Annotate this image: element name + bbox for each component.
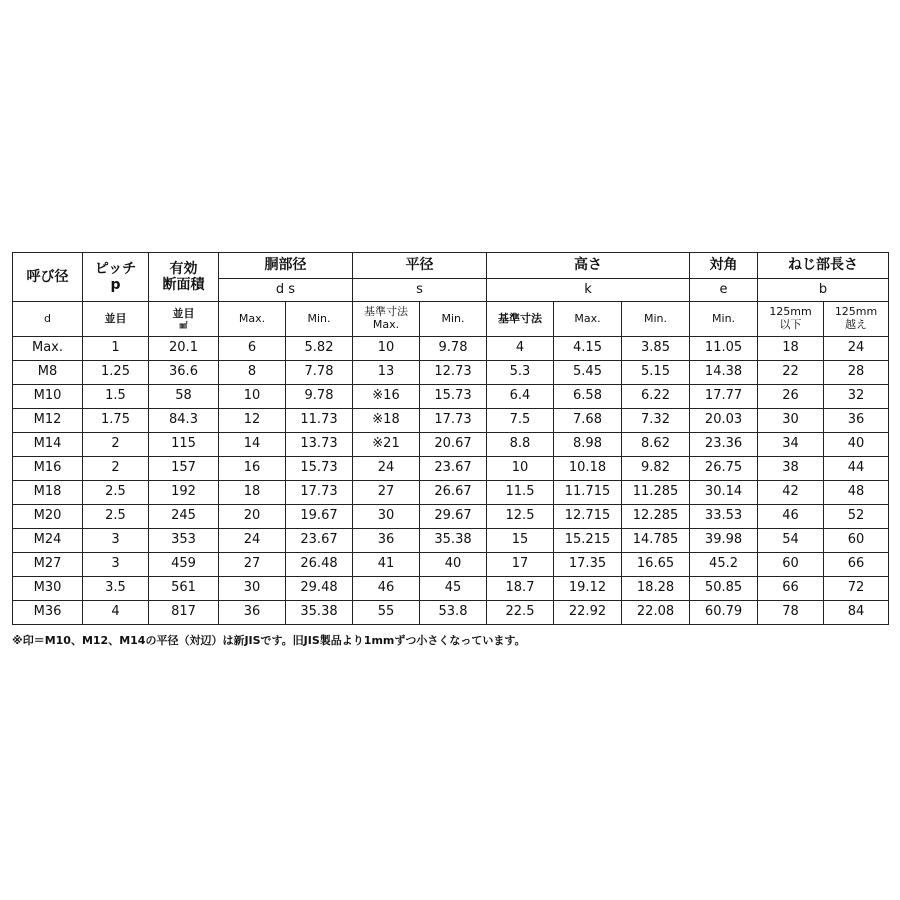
table-cell: 22.5 (487, 601, 554, 625)
table-cell: 115 (149, 433, 219, 457)
table-cell: 7.68 (554, 409, 622, 433)
table-cell: 24 (824, 337, 889, 361)
table-cell: M10 (13, 385, 83, 409)
table-cell: 1 (83, 337, 149, 361)
table-cell: 26.67 (420, 481, 487, 505)
table-cell: M14 (13, 433, 83, 457)
table-cell: 10.18 (554, 457, 622, 481)
table-cell: 561 (149, 577, 219, 601)
table-cell: 14 (219, 433, 286, 457)
table-cell: M24 (13, 529, 83, 553)
table-cell: 5.82 (286, 337, 353, 361)
table-cell: 20.1 (149, 337, 219, 361)
table-row (13, 361, 889, 385)
table-cell: 9.78 (420, 337, 487, 361)
header-thread-length-symbol: b (758, 279, 889, 302)
table-cell: 9.82 (622, 457, 690, 481)
table-cell: 1.5 (83, 385, 149, 409)
table-cell: 22.08 (622, 601, 690, 625)
table-cell: 78 (758, 601, 824, 625)
table-cell: 18.28 (622, 577, 690, 601)
table-row (13, 409, 889, 433)
header-row-3 (13, 302, 889, 337)
table-cell: 36.6 (149, 361, 219, 385)
table-cell: 36 (353, 529, 420, 553)
table-cell: 28 (824, 361, 889, 385)
table-cell: 46 (353, 577, 420, 601)
table-cell: 157 (149, 457, 219, 481)
table-cell: 2 (83, 433, 149, 457)
table-cell: 30 (353, 505, 420, 529)
table-cell: 72 (824, 577, 889, 601)
header-shank-min: Min. (286, 302, 353, 337)
table-cell: 34 (758, 433, 824, 457)
header-row-1 (13, 253, 889, 279)
table-cell: 1.25 (83, 361, 149, 385)
table-cell: 4 (83, 601, 149, 625)
table-cell: 10 (353, 337, 420, 361)
table-cell: 12 (219, 409, 286, 433)
table-cell: 11.05 (690, 337, 758, 361)
table-cell: 14.785 (622, 529, 690, 553)
table-cell: 12.715 (554, 505, 622, 529)
table-cell: 44 (824, 457, 889, 481)
header-thread-gt-125 (824, 302, 889, 337)
table-cell: 15.215 (554, 529, 622, 553)
header-flat-base-max (353, 302, 420, 337)
table-cell: 58 (149, 385, 219, 409)
table-cell: 41 (353, 553, 420, 577)
header-pitch-label: ピッチ (94, 260, 137, 277)
table-cell: 27 (219, 553, 286, 577)
table-cell: 6.58 (554, 385, 622, 409)
table-row (13, 481, 889, 505)
table-cell: 35.38 (286, 601, 353, 625)
table-cell: 7.32 (622, 409, 690, 433)
table-cell: 8 (219, 361, 286, 385)
header-thread-le-125 (758, 302, 824, 337)
header-pitch-coarse: 並目 (83, 302, 149, 337)
table-cell: 13.73 (286, 433, 353, 457)
table-cell: 6.22 (622, 385, 690, 409)
header-height: 高さ (487, 253, 690, 279)
header-thread-gt-125-value: 125mm (834, 305, 878, 319)
table-row (13, 337, 889, 361)
table-cell: 38 (758, 457, 824, 481)
table-cell: 32 (824, 385, 889, 409)
table-cell: 18.7 (487, 577, 554, 601)
table-cell: 6.4 (487, 385, 554, 409)
header-flat-base-label: 基準寸法 (364, 305, 408, 319)
table-cell: 2.5 (83, 481, 149, 505)
table-cell: 5.15 (622, 361, 690, 385)
table-cell: M30 (13, 577, 83, 601)
table-cell: 17.73 (420, 409, 487, 433)
table-cell: 48 (824, 481, 889, 505)
header-flat-dia: 平径 (353, 253, 487, 279)
table-cell: 18 (758, 337, 824, 361)
table-cell: 3 (83, 553, 149, 577)
header-shank-max: Max. (219, 302, 286, 337)
table-cell: 17.35 (554, 553, 622, 577)
table-cell: 15.73 (286, 457, 353, 481)
table-cell: 30.14 (690, 481, 758, 505)
table-cell: 13 (353, 361, 420, 385)
table-cell: M18 (13, 481, 83, 505)
footnote: ※印＝M10、M12、M14の平径（対辺）は新JISです。旧JIS製品より1mmずつ小さくなっています。 (12, 634, 526, 647)
table-row (13, 505, 889, 529)
table-cell: 30 (219, 577, 286, 601)
table-cell: 2 (83, 457, 149, 481)
table-cell: Max. (13, 337, 83, 361)
table-cell: 5.3 (487, 361, 554, 385)
table-cell: 19.67 (286, 505, 353, 529)
table-cell: 52 (824, 505, 889, 529)
table-cell: 11.715 (554, 481, 622, 505)
table-cell: 66 (758, 577, 824, 601)
table-row (13, 385, 889, 409)
table-cell: 50.85 (690, 577, 758, 601)
header-thread-le-125-label: 以下 (779, 318, 802, 331)
table-cell: 42 (758, 481, 824, 505)
table-cell: 10 (487, 457, 554, 481)
header-flat-min: Min. (420, 302, 487, 337)
table-cell: 12.73 (420, 361, 487, 385)
table-cell: 3.5 (83, 577, 149, 601)
header-corner: 対角 (690, 253, 758, 279)
header-effective-area-coarse-label: 並目 (172, 307, 195, 321)
header-thread-gt-125-label: 越え (845, 318, 868, 331)
table-cell: 29.48 (286, 577, 353, 601)
table-cell: 23.67 (420, 457, 487, 481)
table-cell: 12.5 (487, 505, 554, 529)
table-cell: 23.67 (286, 529, 353, 553)
table-cell: 18 (219, 481, 286, 505)
header-pitch (83, 253, 149, 302)
table-cell: 40 (824, 433, 889, 457)
table-cell: 8.62 (622, 433, 690, 457)
table-cell: 10 (219, 385, 286, 409)
table-cell: M16 (13, 457, 83, 481)
header-effective-area (149, 253, 219, 302)
table-cell: 11.285 (622, 481, 690, 505)
table-cell: 84 (824, 601, 889, 625)
table-cell: 5.45 (554, 361, 622, 385)
table-cell: 17 (487, 553, 554, 577)
table-cell: 60 (758, 553, 824, 577)
table-cell: 245 (149, 505, 219, 529)
table-cell: 15.73 (420, 385, 487, 409)
table-cell: 19.12 (554, 577, 622, 601)
table-row (13, 433, 889, 457)
table-cell: 24 (219, 529, 286, 553)
table-cell: 20.03 (690, 409, 758, 433)
table-cell: 22.92 (554, 601, 622, 625)
table-cell: 17.73 (286, 481, 353, 505)
table-row (13, 529, 889, 553)
table-cell: 66 (824, 553, 889, 577)
table-cell: 20.67 (420, 433, 487, 457)
table-cell: 27 (353, 481, 420, 505)
table-cell: M8 (13, 361, 83, 385)
header-effective-area-unit: ㎟ (179, 320, 188, 330)
table-cell: 46 (758, 505, 824, 529)
header-pitch-symbol: p (110, 277, 121, 293)
header-thread-length: ねじ部長さ (758, 253, 889, 279)
table-cell: 55 (353, 601, 420, 625)
table-cell: M27 (13, 553, 83, 577)
table-cell: 4.15 (554, 337, 622, 361)
header-height-max: Max. (554, 302, 622, 337)
table-cell: 8.98 (554, 433, 622, 457)
header-thread-le-125-value: 125mm (769, 305, 812, 319)
table-cell: 60 (824, 529, 889, 553)
table-cell: 26 (758, 385, 824, 409)
table-cell: 26.48 (286, 553, 353, 577)
table-cell: 17.77 (690, 385, 758, 409)
table-cell: ※21 (353, 433, 420, 457)
table-cell: 20 (219, 505, 286, 529)
table-row (13, 457, 889, 481)
table-cell: M36 (13, 601, 83, 625)
table-cell: 16.65 (622, 553, 690, 577)
header-corner-symbol: e (690, 279, 758, 302)
table-cell: 39.98 (690, 529, 758, 553)
table-cell: 1.75 (83, 409, 149, 433)
header-flat-max-label: Max. (372, 318, 400, 331)
table-cell: 60.79 (690, 601, 758, 625)
table-cell: 192 (149, 481, 219, 505)
table-cell: 14.38 (690, 361, 758, 385)
table-cell: 45.2 (690, 553, 758, 577)
table-cell: ※18 (353, 409, 420, 433)
table-cell: M20 (13, 505, 83, 529)
table-row (13, 601, 889, 625)
header-flat-symbol: s (353, 279, 487, 302)
table-cell: 24 (353, 457, 420, 481)
table-cell: 84.3 (149, 409, 219, 433)
header-shank-symbol: d s (219, 279, 353, 302)
header-height-symbol: k (487, 279, 690, 302)
table-cell: 16 (219, 457, 286, 481)
table-cell: 54 (758, 529, 824, 553)
table-cell: 7.78 (286, 361, 353, 385)
table-cell: 3 (83, 529, 149, 553)
table-cell: 35.38 (420, 529, 487, 553)
table-cell: 53.8 (420, 601, 487, 625)
table-cell: 36 (824, 409, 889, 433)
header-height-min: Min. (622, 302, 690, 337)
table-cell: 3.85 (622, 337, 690, 361)
table-cell: 33.53 (690, 505, 758, 529)
header-effective-area-coarse (149, 302, 219, 337)
table-row (13, 577, 889, 601)
table-cell: 36 (219, 601, 286, 625)
header-effective-area-line2: 断面積 (162, 277, 205, 293)
table-cell: 6 (219, 337, 286, 361)
table-cell: 11.73 (286, 409, 353, 433)
header-height-base: 基準寸法 (487, 302, 554, 337)
table-cell: 45 (420, 577, 487, 601)
table-cell: 26.75 (690, 457, 758, 481)
table-cell: 9.78 (286, 385, 353, 409)
table-cell: 459 (149, 553, 219, 577)
table-cell: M12 (13, 409, 83, 433)
header-call-dia-symbol: d (13, 302, 83, 337)
table-cell: 30 (758, 409, 824, 433)
table-cell: 2.5 (83, 505, 149, 529)
table-cell: 29.67 (420, 505, 487, 529)
table-cell: 353 (149, 529, 219, 553)
table-cell: 817 (149, 601, 219, 625)
table-cell: 4 (487, 337, 554, 361)
table-cell: 15 (487, 529, 554, 553)
table-row (13, 553, 889, 577)
header-corner-min: Min. (690, 302, 758, 337)
table-cell: 40 (420, 553, 487, 577)
table-cell: 23.36 (690, 433, 758, 457)
table-cell: 7.5 (487, 409, 554, 433)
table-cell: 11.5 (487, 481, 554, 505)
table-cell: ※16 (353, 385, 420, 409)
header-effective-area-line1: 有効 (169, 260, 198, 277)
spec-table (12, 252, 889, 625)
table-cell: 12.285 (622, 505, 690, 529)
table-cell: 8.8 (487, 433, 554, 457)
table-cell: 22 (758, 361, 824, 385)
header-call-dia: 呼び径 (13, 253, 83, 302)
header-shank-dia: 胴部径 (219, 253, 353, 279)
